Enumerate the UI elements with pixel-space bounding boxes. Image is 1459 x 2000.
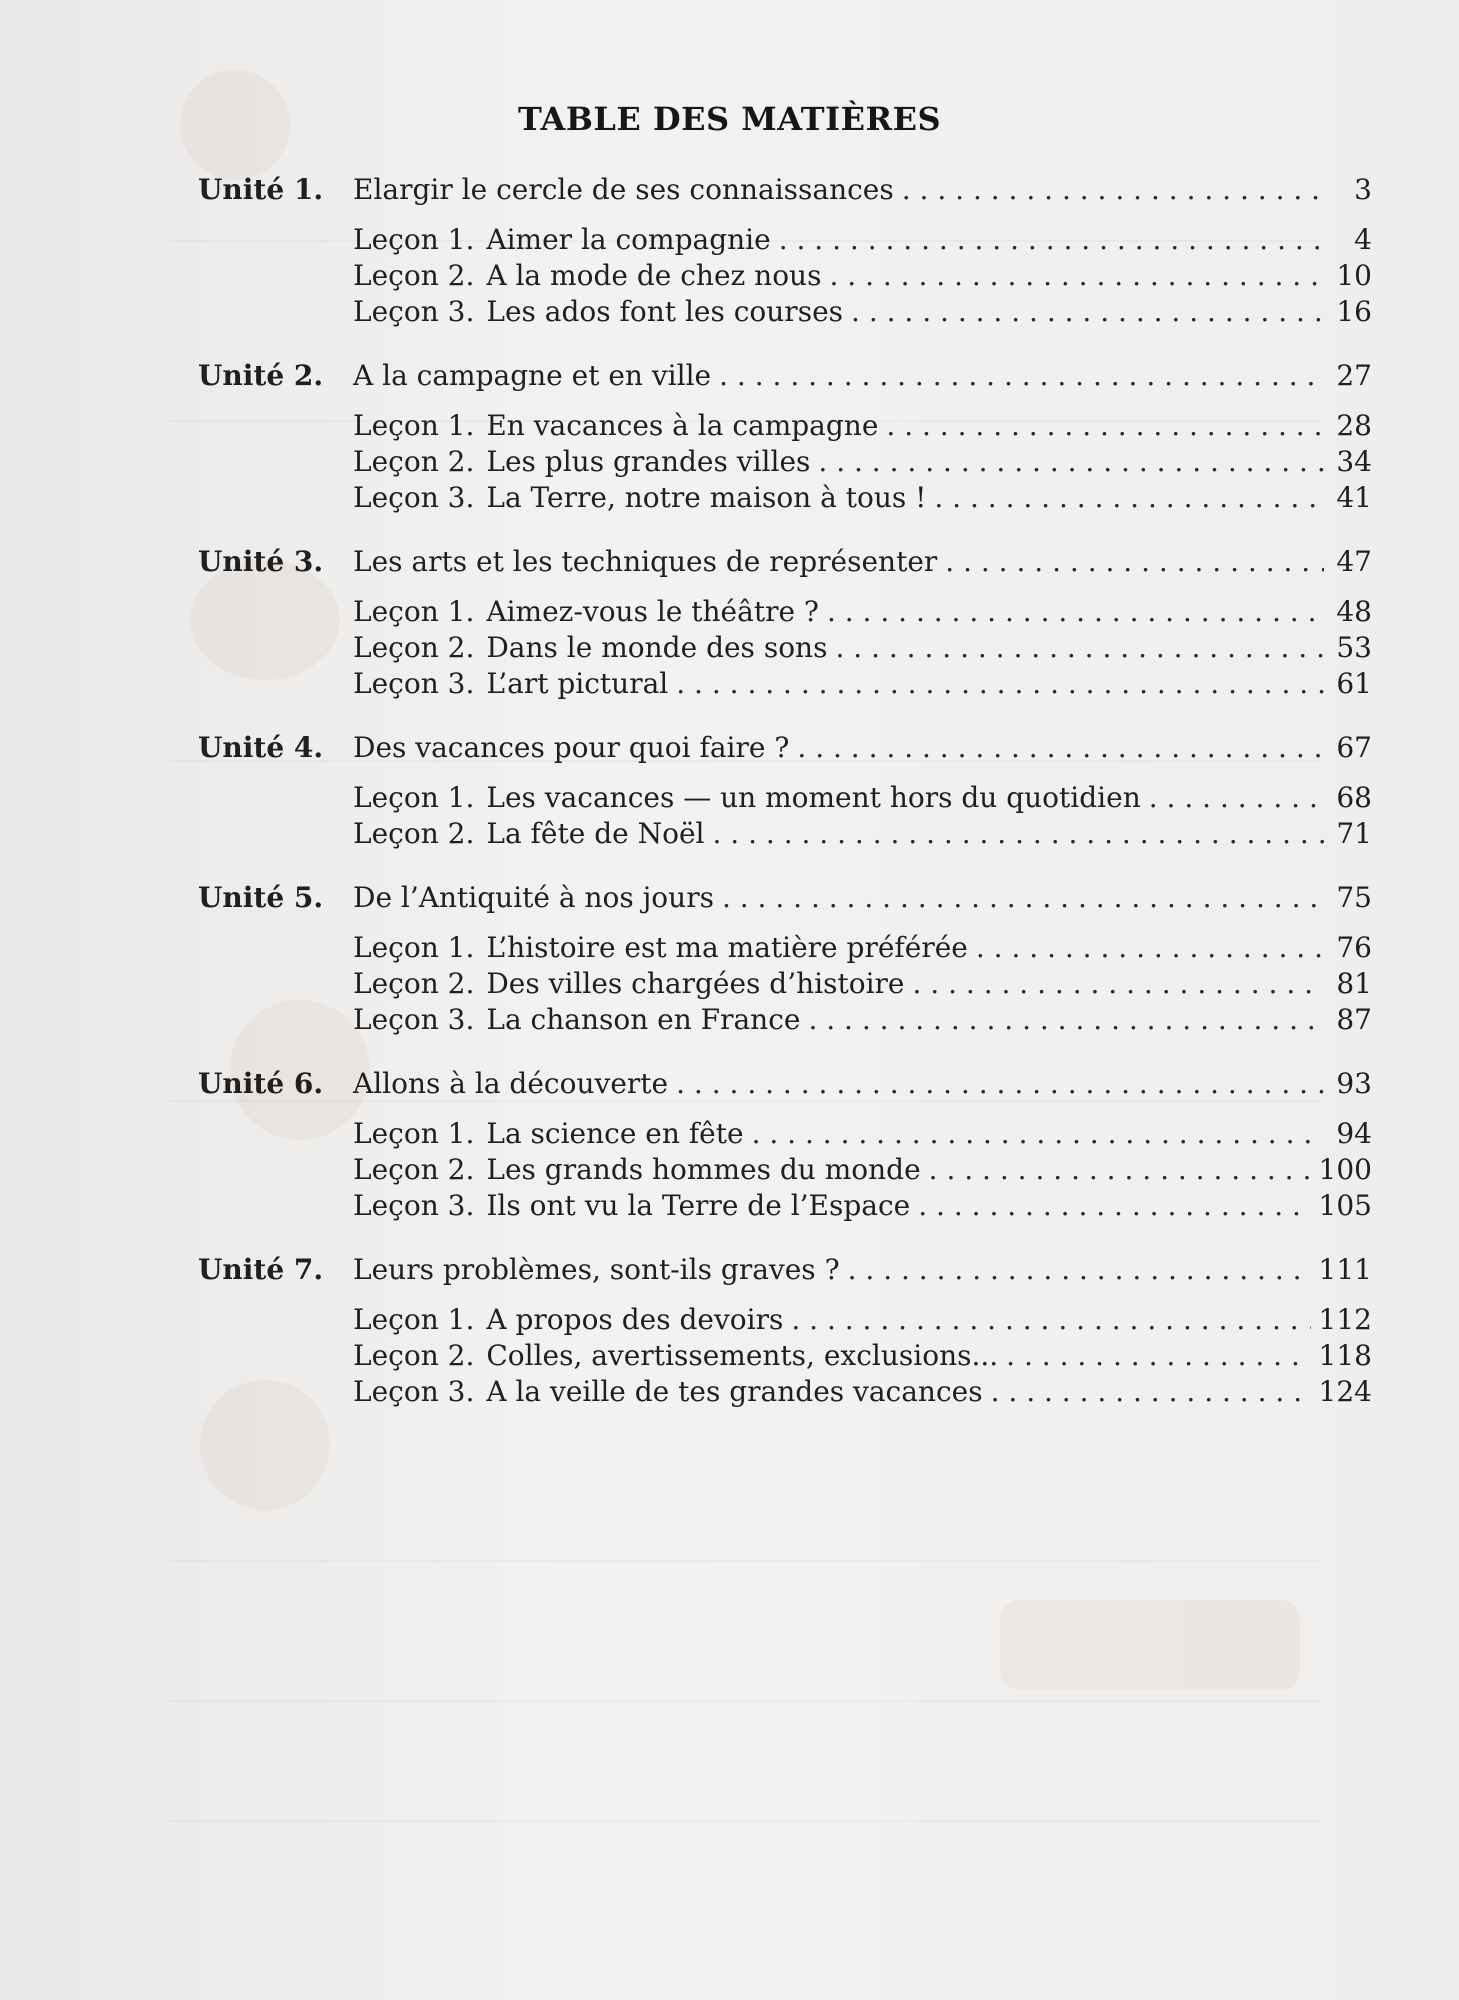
page-number: 61 <box>1336 667 1372 700</box>
dot-leader <box>1149 780 1324 816</box>
toc-unit-entry[interactable] <box>198 880 1372 916</box>
dot-leader <box>712 816 1324 852</box>
dot-leader <box>929 1152 1311 1188</box>
toc-lesson-entry[interactable] <box>198 1152 1372 1188</box>
toc-lesson-entry[interactable] <box>198 1338 1372 1374</box>
toc-lesson-entry[interactable] <box>198 930 1372 966</box>
unit-title: Des vacances pour quoi faire ? <box>353 731 790 764</box>
toc-lesson-entry[interactable] <box>198 630 1372 666</box>
lesson-title: Ils ont vu la Terre de l’Espace <box>486 1189 911 1222</box>
page-number: 28 <box>1336 409 1372 442</box>
toc-lesson-entry[interactable] <box>198 444 1372 480</box>
page-number: 76 <box>1336 931 1372 964</box>
lesson-label: Leçon 1. <box>353 1303 475 1336</box>
page-number: 48 <box>1336 595 1372 628</box>
dot-leader <box>902 172 1324 208</box>
page-number: 68 <box>1336 781 1372 814</box>
page-number: 100 <box>1318 1153 1372 1186</box>
page-number: 16 <box>1336 295 1372 328</box>
toc-lesson-entry[interactable] <box>198 666 1372 702</box>
toc-lesson-entry[interactable] <box>198 1002 1372 1038</box>
lesson-title: Aimez-vous le théâtre ? <box>486 595 819 628</box>
page-number: 118 <box>1318 1339 1372 1372</box>
toc-lesson-entry[interactable] <box>198 258 1372 294</box>
page-number: 41 <box>1336 481 1372 514</box>
lesson-label: Leçon 1. <box>353 223 475 256</box>
lesson-title: Les ados font les courses <box>486 295 844 328</box>
lesson-label: Leçon 1. <box>353 781 475 814</box>
bleed-through-line <box>170 1560 1320 1562</box>
dot-leader <box>676 1066 1324 1102</box>
dot-leader <box>1006 1338 1310 1374</box>
lesson-label: Leçon 2. <box>353 1153 475 1186</box>
lesson-label: Leçon 2. <box>353 259 475 292</box>
toc-unit-entry[interactable] <box>198 730 1372 766</box>
unit-block-4 <box>198 730 1372 852</box>
lesson-title: Les vacances — un moment hors du quotidien <box>486 781 1141 814</box>
toc-lesson-entry[interactable] <box>198 480 1372 516</box>
toc-lesson-entry[interactable] <box>198 294 1372 330</box>
lesson-title: Dans le monde des sons <box>486 631 828 664</box>
toc-lesson-entry[interactable] <box>198 1116 1372 1152</box>
dot-leader <box>829 258 1324 294</box>
unit-label: Unité 5. <box>198 881 324 914</box>
dot-leader <box>779 222 1324 258</box>
unit-label: Unité 4. <box>198 731 324 764</box>
unit-block-6 <box>198 1066 1372 1224</box>
toc-lesson-entry[interactable] <box>198 1302 1372 1338</box>
dot-leader <box>918 1188 1310 1224</box>
lesson-label: Leçon 3. <box>353 667 475 700</box>
dot-leader <box>722 880 1324 916</box>
page-number: 75 <box>1336 881 1372 914</box>
toc-unit-entry[interactable] <box>198 172 1372 208</box>
page-number: 10 <box>1336 259 1372 292</box>
lesson-title: Colles, avertissements, exclusions... <box>486 1339 999 1372</box>
unit-block-7 <box>198 1252 1372 1410</box>
dot-leader <box>719 358 1324 394</box>
unit-block-2 <box>198 358 1372 516</box>
lesson-title: En vacances à la campagne <box>486 409 879 442</box>
lesson-label: Leçon 1. <box>353 595 475 628</box>
page-number: 67 <box>1336 731 1372 764</box>
lesson-title: La chanson en France <box>486 1003 801 1036</box>
page-number: 87 <box>1336 1003 1372 1036</box>
unit-title: Elargir le cercle de ses connaissances <box>353 173 894 206</box>
lesson-label: Leçon 2. <box>353 817 475 850</box>
unit-block-3 <box>198 544 1372 702</box>
dot-leader <box>791 1302 1310 1338</box>
page-number: 71 <box>1336 817 1372 850</box>
page-number: 27 <box>1336 359 1372 392</box>
lesson-title: L’histoire est ma matière préférée <box>486 931 968 964</box>
page-number: 81 <box>1336 967 1372 1000</box>
dot-leader <box>886 408 1324 444</box>
dot-leader <box>976 930 1324 966</box>
toc-unit-entry[interactable] <box>198 544 1372 580</box>
toc-unit-entry[interactable] <box>198 1252 1372 1288</box>
toc-unit-entry[interactable] <box>198 1066 1372 1102</box>
lesson-title: La fête de Noël <box>486 817 705 850</box>
page-number: 112 <box>1318 1303 1372 1336</box>
lesson-title: A la veille de tes grandes vacances <box>486 1375 983 1408</box>
lesson-label: Leçon 2. <box>353 967 475 1000</box>
unit-block-1 <box>198 172 1372 330</box>
unit-label: Unité 1. <box>198 173 324 206</box>
dot-leader <box>818 444 1324 480</box>
page-number: 94 <box>1336 1117 1372 1150</box>
toc-lesson-entry[interactable] <box>198 966 1372 1002</box>
dot-leader <box>752 1116 1324 1152</box>
dot-leader <box>808 1002 1324 1038</box>
dot-leader <box>991 1374 1311 1410</box>
unit-block-5 <box>198 880 1372 1038</box>
table-of-contents <box>198 172 1372 1438</box>
bleed-through-line <box>170 1820 1320 1822</box>
toc-lesson-entry[interactable] <box>198 408 1372 444</box>
dot-leader <box>934 480 1324 516</box>
toc-unit-entry[interactable] <box>198 358 1372 394</box>
page-number: 53 <box>1336 631 1372 664</box>
toc-lesson-entry[interactable] <box>198 1374 1372 1410</box>
lesson-label: Leçon 3. <box>353 295 475 328</box>
lesson-label: Leçon 1. <box>353 409 475 442</box>
dot-leader <box>851 294 1324 330</box>
lesson-title: La Terre, notre maison à tous ! <box>486 481 927 514</box>
page-number: 124 <box>1318 1375 1372 1408</box>
dot-leader <box>827 594 1324 630</box>
toc-lesson-entry[interactable] <box>198 1188 1372 1224</box>
page-title: TABLE DES MATIÈRES <box>517 100 942 138</box>
lesson-label: Leçon 2. <box>353 445 475 478</box>
unit-title: A la campagne et en ville <box>353 359 712 392</box>
bleed-through-stain <box>1000 1600 1300 1690</box>
lesson-label: Leçon 2. <box>353 1339 475 1372</box>
page-number: 111 <box>1318 1253 1372 1286</box>
lesson-label: Leçon 1. <box>353 1117 475 1150</box>
lesson-title: Les plus grandes villes <box>486 445 811 478</box>
lesson-label: Leçon 3. <box>353 481 475 514</box>
page-number: 105 <box>1318 1189 1372 1222</box>
lesson-title: A propos des devoirs <box>486 1303 784 1336</box>
unit-label: Unité 6. <box>198 1067 324 1100</box>
dot-leader <box>797 730 1324 766</box>
lesson-label: Leçon 1. <box>353 931 475 964</box>
lesson-title: Les grands hommes du monde <box>486 1153 921 1186</box>
unit-title: Les arts et les techniques de représenter <box>353 545 938 578</box>
lesson-label: Leçon 2. <box>353 631 475 664</box>
lesson-title: Des villes chargées d’histoire <box>486 967 905 1000</box>
dot-leader <box>848 1252 1311 1288</box>
lesson-title: Aimer la compagnie <box>486 223 771 256</box>
unit-label: Unité 7. <box>198 1253 324 1286</box>
toc-lesson-entry[interactable] <box>198 222 1372 258</box>
toc-lesson-entry[interactable] <box>198 816 1372 852</box>
lesson-label: Leçon 3. <box>353 1189 475 1222</box>
toc-lesson-entry[interactable] <box>198 594 1372 630</box>
lesson-title: A la mode de chez nous <box>486 259 822 292</box>
toc-lesson-entry[interactable] <box>198 780 1372 816</box>
bleed-through-line <box>170 1700 1320 1702</box>
dot-leader <box>945 544 1324 580</box>
unit-label: Unité 2. <box>198 359 324 392</box>
page-number: 4 <box>1354 223 1372 256</box>
unit-title: De l’Antiquité à nos jours <box>353 881 714 914</box>
dot-leader <box>835 630 1324 666</box>
page-number: 47 <box>1336 545 1372 578</box>
lesson-label: Leçon 3. <box>353 1003 475 1036</box>
lesson-label: Leçon 3. <box>353 1375 475 1408</box>
lesson-title: La science en fête <box>486 1117 744 1150</box>
dot-leader <box>913 966 1325 1002</box>
dot-leader <box>676 666 1324 702</box>
lesson-title: L’art pictural <box>486 667 669 700</box>
unit-title: Allons à la découverte <box>353 1067 669 1100</box>
page-number: 34 <box>1336 445 1372 478</box>
page-number: 93 <box>1336 1067 1372 1100</box>
page-number: 3 <box>1354 173 1372 206</box>
unit-label: Unité 3. <box>198 545 324 578</box>
unit-title: Leurs problèmes, sont-ils graves ? <box>353 1253 840 1286</box>
